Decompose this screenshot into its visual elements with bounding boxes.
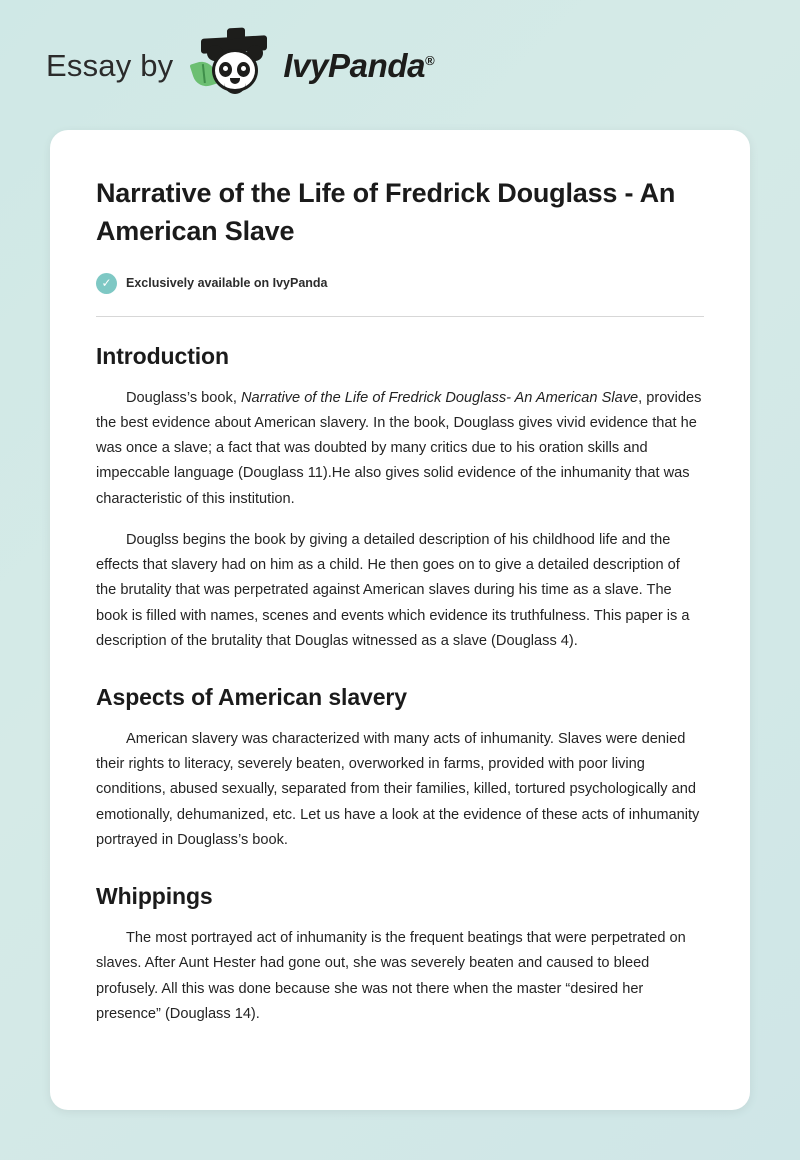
exclusive-badge bbox=[96, 273, 704, 294]
paragraph bbox=[96, 926, 704, 1027]
essay-body bbox=[96, 343, 704, 1027]
text-run: Douglss begins the book by giving a detailed description of his childhood life and the effects that slavery had on him as a child. He then goes on to give a detailed description of the brutality that was perpetrated against American slaves during his time as a slave. The book is filled with names, scenes and events which evidence its truthfulness. This paper is a description of the brutality that Douglas witnessed as a slave (Douglass 4). bbox=[96, 531, 690, 649]
brand-prefix: Essay by bbox=[46, 48, 174, 83]
section-heading: Whippings bbox=[96, 883, 213, 910]
brand-header bbox=[0, 0, 800, 96]
essay-card bbox=[50, 130, 750, 1110]
brand-name-text: IvyPanda bbox=[283, 47, 426, 84]
text-run: The most portrayed act of inhumanity is the frequent beatings that were perpetrated on slaves. After Aunt Hester had gone out, she was severely beaten and caused to bleed profusely. All this was done because she was not there when the master “desired her presence” (Douglass 14). bbox=[96, 930, 686, 1022]
ivypanda-panda-icon bbox=[191, 35, 277, 97]
text-run: American slavery was characterized with many acts of inhumanity. Slaves were denied their rights to literacy, severely beaten, overworked in farms, provided with poor living conditions, abused sexually, separated from their families, killed, tortured psychologically and emotionally, dehumanized, etc. Let us have a look at the evidence of these acts of inhumanity portrayed in Douglass’s book. bbox=[96, 731, 700, 848]
registered-mark: ® bbox=[425, 53, 435, 68]
section-heading: Aspects of American slavery bbox=[96, 684, 407, 710]
paragraph bbox=[96, 528, 704, 654]
text-run: , provides the best evidence about American slavery. In the book, Douglass gives vivid evidence that he was once a slave; a fact that was doubted by many critics due to his oration skills and impeccable language (Douglass 11).He also gives solid evidence of the inhumanity that was characteristic of this institution. bbox=[96, 389, 702, 507]
check-circle-icon: ✓ bbox=[96, 273, 117, 294]
brand-name bbox=[283, 47, 434, 85]
paragraph bbox=[96, 727, 704, 853]
section-heading: Introduction bbox=[96, 342, 229, 369]
status-badge: Exclusively available on IvyPanda bbox=[126, 276, 328, 291]
ivypanda-logo[interactable] bbox=[191, 35, 434, 97]
paragraph bbox=[96, 386, 704, 512]
book-title-italic: Narrative of the Life of Fredrick Douglass- An American Slave bbox=[240, 389, 639, 406]
page-title: Narrative of the Life of Fredrick Douglass - An American Slave bbox=[96, 178, 676, 247]
divider bbox=[96, 316, 704, 317]
text-run: Douglass’s book, bbox=[126, 389, 241, 406]
